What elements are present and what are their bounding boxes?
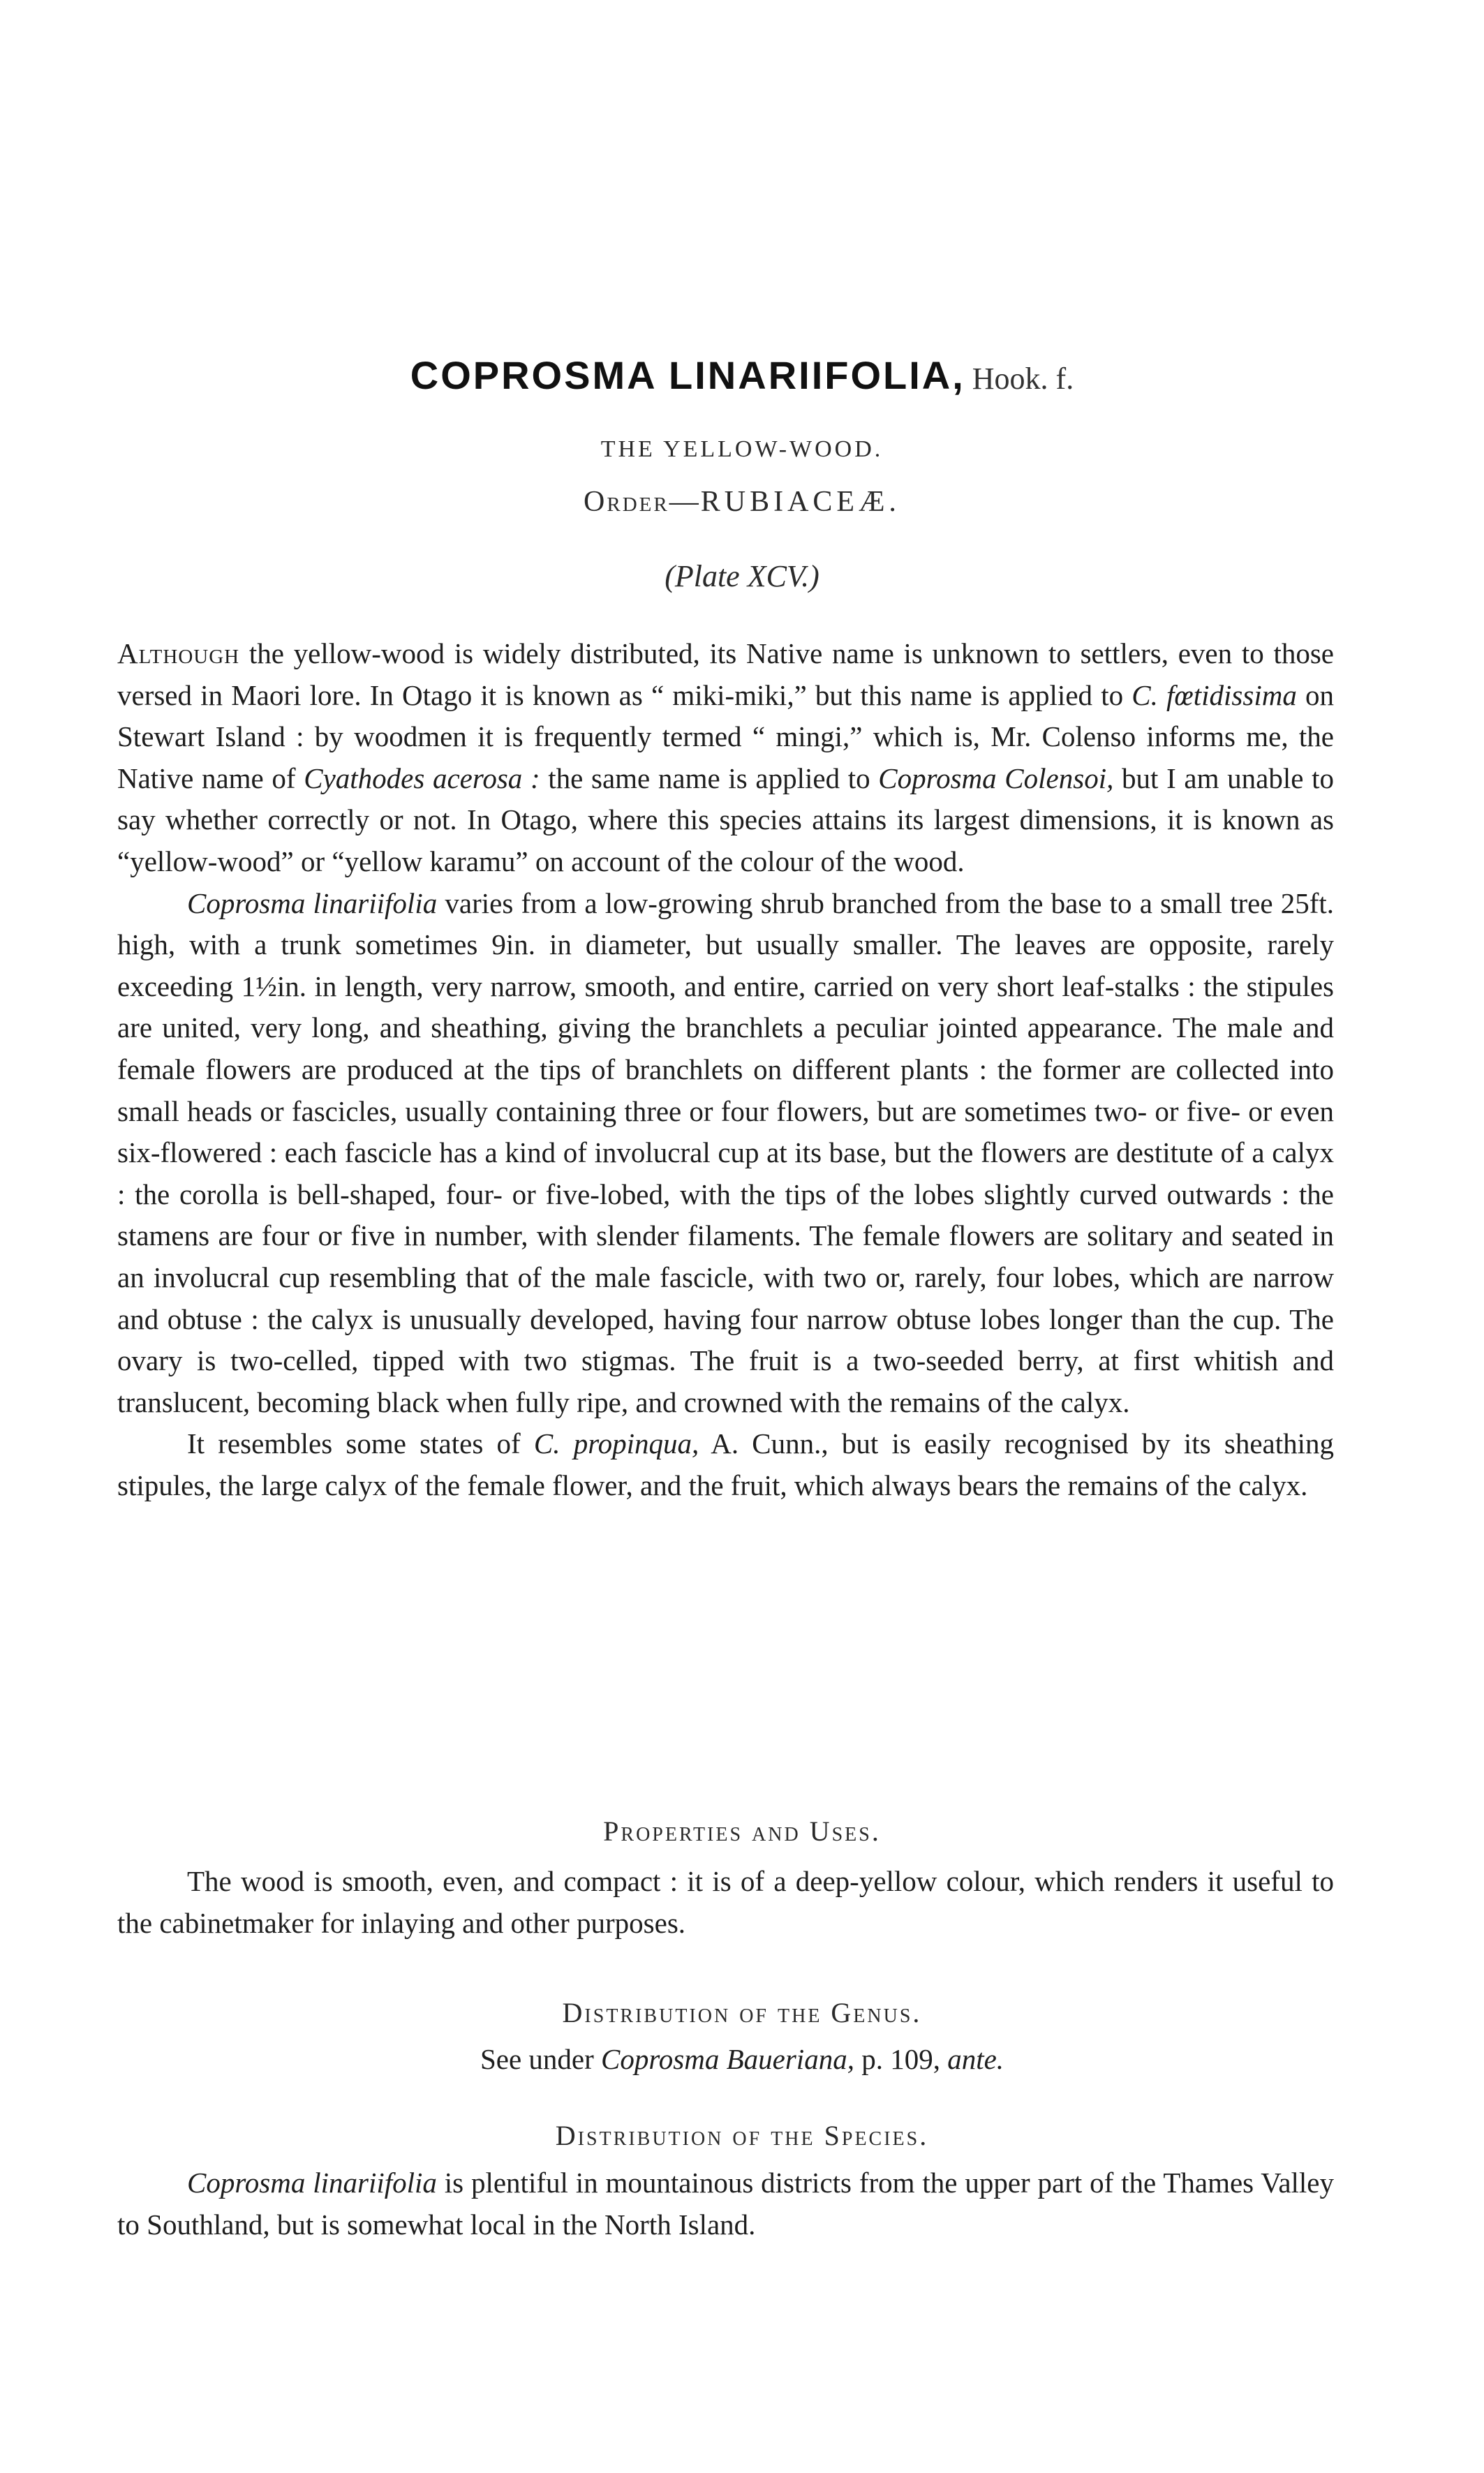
genus-reference — [0, 2042, 1484, 2076]
paragraph-intro — [117, 633, 1334, 883]
species-name-italic: Coprosma linariifolia — [187, 886, 438, 919]
text-run: the yellow-wood is widely distributed, its Native name is unknown to settlers, even to those versed in Maori lore. In Otago it is known as “ miki-miki,” but this name is applied to — [117, 637, 1334, 711]
properties-section — [117, 1861, 1334, 1944]
text-run: varies from a low-growing shrub branched from the base to a small tree 25ft. high, with a trunk sometimes 9in. in diameter, but usually smaller. The leaves are opposite, rarely exceeding 1½in. in length, very narrow, smooth, and entire, carried on very short leaf-stalks : the stipules are united, very long, and sheathing, giving the branchlets a peculiar jointed appearance. The male and female flowers are produced at the tips of branchlets on different plants : the former are collected into small heads or fascicles, usually containing three or four flowers, but are sometimes two- or five- or even six-flowered : each fascicle has a kind of involucral cup at its base, but the flowers are destitute of a calyx : the corolla is bell-shaped, four- or five-lobed, with the tips of the lobes slightly curved outwards : the stamens are four or five in number, with slender filaments. The female flowers are solitary and seated in an involucral cup resembling that of the male fascicle, with two or, rarely, four lobes, which are narrow and obtuse : the calyx is unusually developed, having four narrow obtuse lobes longer than the cup. The ovary is two-celled, tipped with two stigmas. The fruit is a two-seeded berry, at first whitish and translucent, becoming black when fully ripe, and crowned with the remains of the calyx. — [117, 886, 1334, 1418]
species-title: COPROSMA LINARIIFOLIA, — [410, 353, 965, 397]
text-run: A. Cunn., but is easily recognised by its sheathing stipules, the large calyx of the female flower, and the fruit, which always bears the remains of the calyx. — [117, 1427, 1335, 1501]
text-run: is plentiful in mountainous districts from the upper part of the Thames Valley to Southland, but is somewhat local in the North Island. — [117, 2167, 1334, 2241]
order-name: RUBIACEÆ. — [700, 486, 900, 518]
paragraph-properties: The wood is smooth, even, and compact : it is of a deep-yellow colour, which renders it useful to the cabinetmaker for inlaying and other purposes. — [117, 1865, 1334, 1939]
properties-heading: Properties and Uses. — [603, 1815, 881, 1847]
species-heading: Distribution of the Species. — [555, 2120, 929, 2151]
common-name: THE YELLOW-WOOD. — [600, 436, 884, 462]
order-line — [0, 485, 1484, 519]
text-run: the same name is applied to — [540, 762, 879, 794]
paragraph-species-distribution — [117, 2162, 1334, 2245]
plate-reference: (Plate XCV.) — [665, 559, 819, 593]
species-section — [117, 2162, 1334, 2245]
species-name-italic: Cyathodes acerosa : — [304, 762, 540, 794]
lead-word: Although — [117, 637, 240, 669]
species-name-italic: C. propinqua, — [533, 1427, 699, 1460]
species-name-italic: Coprosma Baueriana, — [601, 2043, 854, 2075]
paragraph-comparison — [117, 1423, 1334, 1506]
order-label: Order— — [584, 486, 701, 518]
genus-heading: Distribution of the Genus. — [562, 1997, 922, 2028]
text-run: It resembles some states of — [187, 1427, 534, 1460]
species-name-italic: Coprosma Colensoi, — [878, 762, 1114, 794]
page-title — [0, 352, 1484, 398]
species-authority: Hook. f. — [972, 362, 1074, 396]
species-name-italic: C. fœtidissima — [1131, 678, 1297, 711]
text-run: but I am unable to say whether correctly or not. In Otago, where this species attains its largest dimensions, it is known as “yellow-wood” or “yellow karamu” on account of the colour of the wood. — [117, 762, 1334, 877]
text-run: p. 109, — [854, 2043, 948, 2075]
text-run: on Stewart Island : by woodmen it is frequently termed “ mingi,” which is, Mr. Colenso informs me, the Native name of — [117, 678, 1335, 794]
species-name-italic: Coprosma linariifolia — [187, 2167, 437, 2199]
paragraph-description — [117, 883, 1334, 1424]
text-run: See under — [480, 2043, 602, 2075]
ante-italic: ante. — [947, 2043, 1004, 2075]
intro-section — [117, 633, 1334, 1506]
